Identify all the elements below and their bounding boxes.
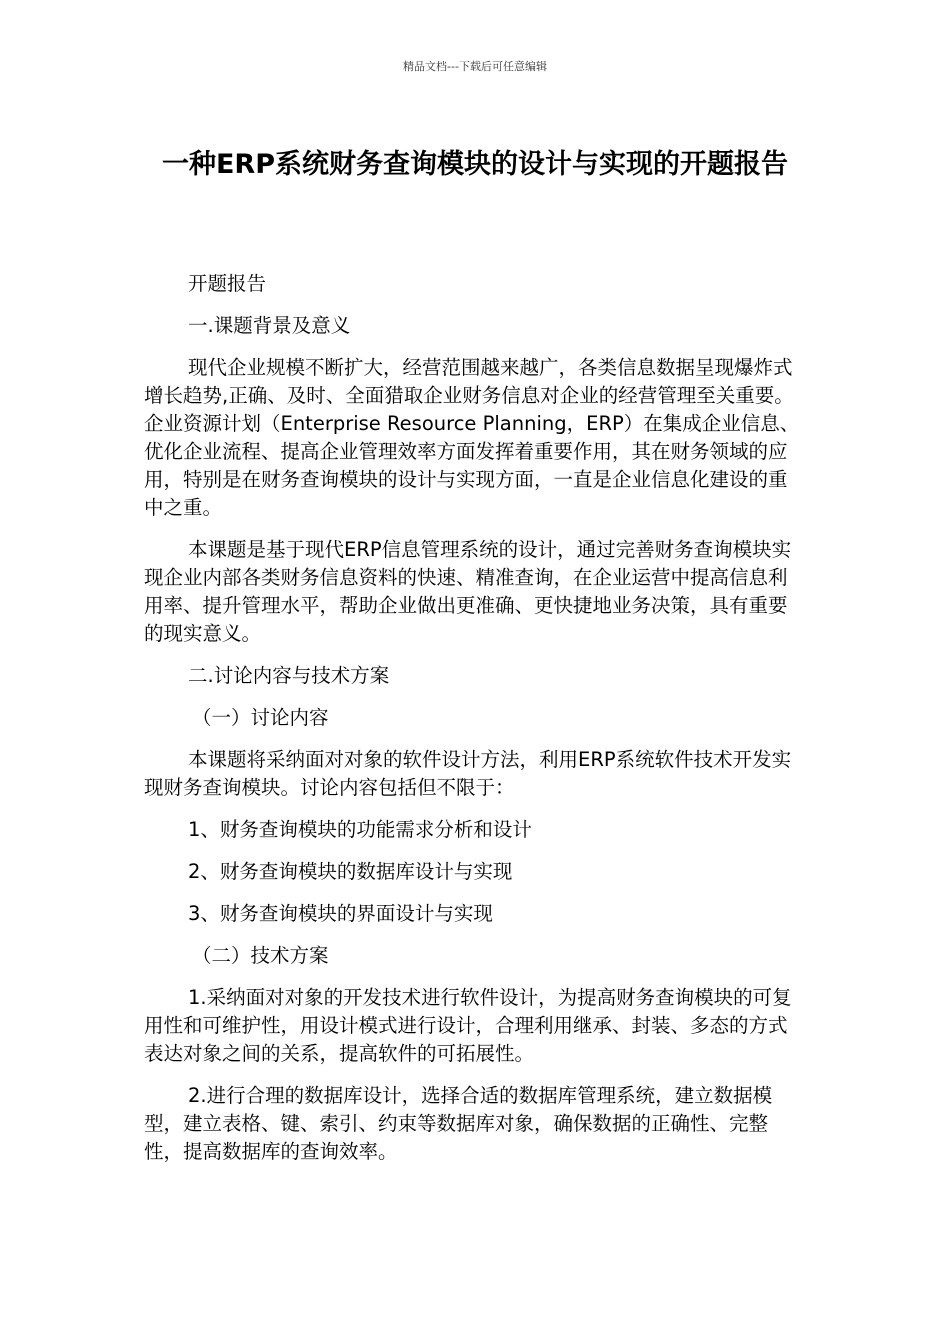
document-body — [144, 270, 806, 1166]
section-label-report: 开题报告 — [188, 272, 267, 295]
paragraph-significance: 本课题是基于现代ERP信息管理系统的设计，通过完善财务查询模块实现企业内部各类财务信息资料的快速、精准查询，在企业运营中提高信息利用率、提升管理水平，帮助企业做出更准确、更快捷地业务决策，具有重要的现实意义。 — [144, 538, 792, 645]
list-item-1: 1、财务查询模块的功能需求分析和设计 — [188, 818, 532, 841]
section-heading-background: 一.课题背景及意义 — [188, 314, 351, 337]
subsection-heading-content: （一）讨论内容 — [192, 706, 329, 729]
list-item-2: 2、财务查询模块的数据库设计与实现 — [188, 860, 513, 883]
paragraph-tech-2: 2.进行合理的数据库设计，选择合适的数据库管理系统，建立数据模型，建立表格、键、索引、约束等数据库对象，确保数据的正确性、完整性，提高数据库的查询效率。 — [144, 1084, 773, 1163]
document-title: 一种ERP系统财务查询模块的设计与实现的开题报告 — [161, 149, 789, 180]
paragraph-background: 现代企业规模不断扩大，经营范围越来越广，各类信息数据呈现爆炸式增长趋势,正确、及时、全面猎取企业财务信息对企业的经营管理至关重要。企业资源计划（Enterprise Resource Planning，ERP）在集成企业信息、优化企业流程、提高企业管理效率方面发挥着重要作用，其在财务领域的应用，特别是在财务查询模块的设计与实现方面，一直是企业信息化建设的重中之重。 — [144, 356, 800, 519]
subsection-heading-tech: （二）技术方案 — [192, 944, 329, 967]
page-header-note: 精品文档---下载后可任意编辑 — [403, 60, 547, 73]
section-heading-content-plan: 二.讨论内容与技术方案 — [188, 664, 390, 687]
list-item-3: 3、财务查询模块的界面设计与实现 — [188, 902, 493, 925]
paragraph-content-intro: 本课题将采纳面对对象的软件设计方法，利用ERP系统软件技术开发实现财务查询模块。讨论内容包括但不限于： — [144, 748, 792, 799]
paragraph-tech-1: 1.采纳面对对象的开发技术进行软件设计，为提高财务查询模块的可复用性和可维护性，用设计模式进行设计，合理利用继承、封装、多态的方式表达对象之间的关系，提高软件的可拓展性。 — [144, 986, 792, 1065]
